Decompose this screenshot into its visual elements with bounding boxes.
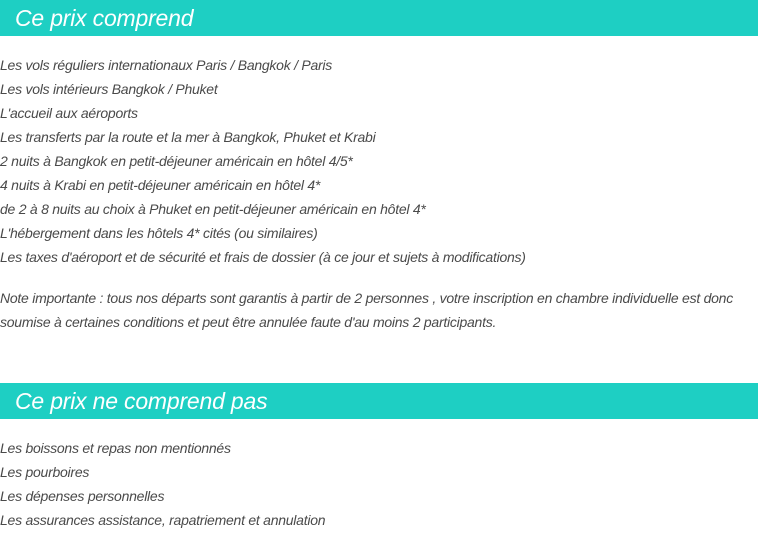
list-item: L'accueil aux aéroports <box>0 105 138 121</box>
list-item: Les dépenses personnelles <box>0 488 165 504</box>
list-item: 2 nuits à Bangkok en petit-déjeuner américain en hôtel 4/5* <box>0 153 353 169</box>
includes-list <box>0 53 758 269</box>
list-item: Les assurances assistance, rapatriement et annulation <box>0 512 326 528</box>
list-item: Les vols intérieurs Bangkok / Phuket <box>0 81 218 97</box>
list-item: Les boissons et repas non mentionnés <box>0 440 231 456</box>
list-item: de 2 à 8 nuits au choix à Phuket en petit-déjeuner américain en hôtel 4* <box>0 201 426 217</box>
list-item: L'hébergement dans les hôtels 4* cités (ou similaires) <box>0 225 318 241</box>
list-item: Les pourboires <box>0 464 90 480</box>
list-item: Les taxes d'aéroport et de sécurité et frais de dossier (à ce jour et sujets à modifications) <box>0 249 526 265</box>
section-header-excludes <box>0 383 758 419</box>
section-title-excludes: Ce prix ne comprend pas <box>15 388 268 414</box>
important-note: Note importante : tous nos départs sont garantis à partir de 2 personnes , votre inscription en chambre individuelle est donc soumise à certaines conditions et peut être annulée faute d'au moins 2 participants. <box>0 290 733 330</box>
section-header-includes <box>0 0 758 36</box>
excludes-list <box>0 436 758 532</box>
section-title-includes: Ce prix comprend <box>15 5 194 31</box>
list-item: Les vols réguliers internationaux Paris / Bangkok / Paris <box>0 57 333 73</box>
list-item: 4 nuits à Krabi en petit-déjeuner américain en hôtel 4* <box>0 177 321 193</box>
list-item: Les transferts par la route et la mer à Bangkok, Phuket et Krabi <box>0 129 376 145</box>
